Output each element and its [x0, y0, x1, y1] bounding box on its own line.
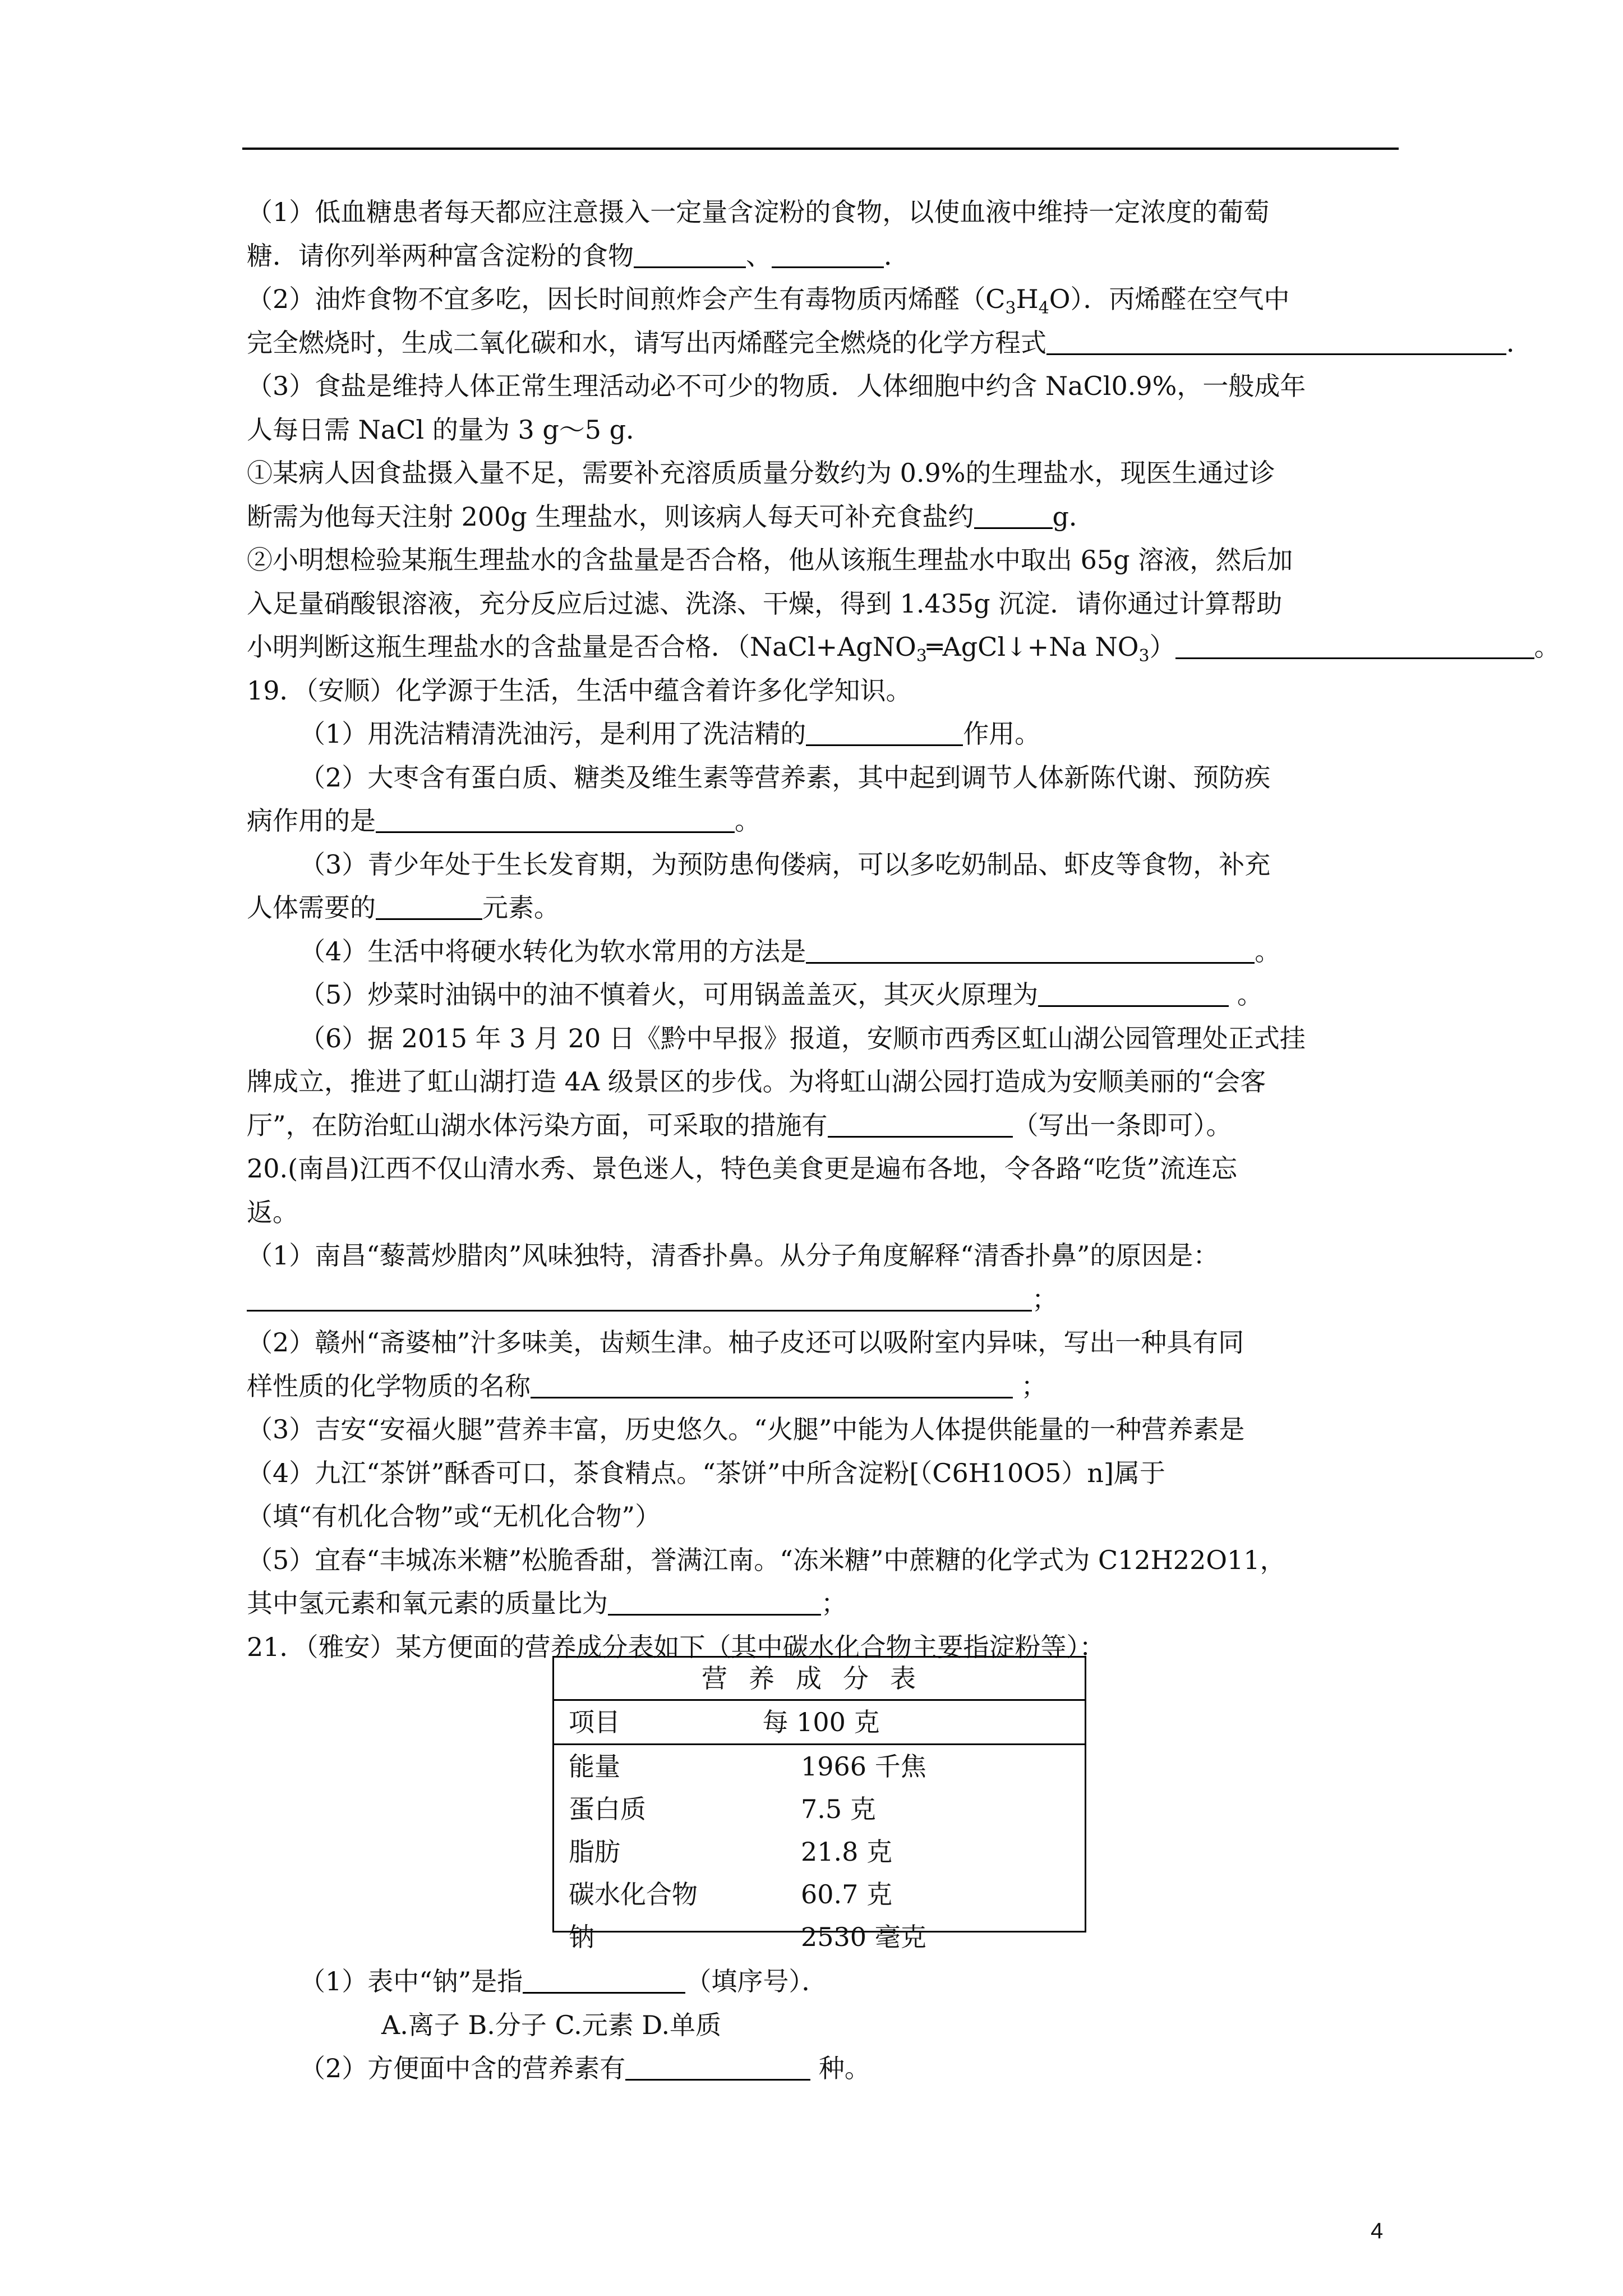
- text-line: [247, 756, 1525, 800]
- text-run: ②小明想检验某瓶生理盐水的含盐量是否合格，他从该瓶生理盐水中取出 65g 溶液，然后加: [247, 545, 1293, 575]
- text-run: （2）大枣含有蛋白质、糖类及维生素等营养素，其中起到调节人体新陈代谢、预防疾: [299, 762, 1271, 793]
- answer-blank[interactable]: [247, 1280, 1032, 1312]
- table-header-item: 项目: [569, 1707, 620, 1737]
- text-run: ；: [821, 1588, 847, 1618]
- answer-blank[interactable]: [634, 236, 746, 268]
- text-line: [247, 191, 1525, 234]
- text-run: ；: [1013, 1370, 1047, 1401]
- text-line: [247, 495, 1525, 539]
- text-line: [247, 712, 1525, 756]
- table-title: 营养成分表: [554, 1658, 1085, 1701]
- text-run: ；: [1032, 1283, 1058, 1314]
- answer-blank[interactable]: [376, 888, 482, 920]
- text-line: [247, 365, 1525, 408]
- text-run: 完全燃烧时，生成二氧化碳和水，请写出丙烯醛完全燃烧的化学方程式: [247, 327, 1046, 358]
- table-row: [554, 1830, 1085, 1873]
- text-line: [247, 669, 1525, 713]
- text-line: [247, 539, 1525, 582]
- table-cell-amount: 7.5 克: [801, 1794, 876, 1824]
- text-run: ．: [884, 240, 910, 271]
- text-run: （2）油炸食物不宜多吃，因长时间煎炸会产生有毒物质丙烯醛（C: [247, 284, 1006, 314]
- text-line: [247, 1539, 1525, 1582]
- table-row: [554, 1745, 1085, 1788]
- text-run: 其中氢元素和氧元素的质量比为: [247, 1588, 608, 1618]
- question-text: [247, 191, 1560, 1669]
- text-run: 人体需要的: [247, 892, 376, 923]
- text-run: （4）生活中将硬水转化为软水常用的方法是: [299, 936, 806, 967]
- text-line: [247, 843, 1525, 887]
- text-run: 返。: [247, 1197, 298, 1227]
- subscript: 3: [1005, 298, 1016, 318]
- text-run: （写出一条即可）。: [1012, 1110, 1232, 1140]
- text-run: （4）九江“茶饼”酥香可口，茶食精点。“茶饼”中所含淀粉[（C6H10O5）n]属于: [247, 1457, 1165, 1488]
- text-line: [247, 1147, 1525, 1191]
- text-run: 牌成立，推进了虹山湖打造 4A 级景区的步伐。为将虹山湖公园打造成为安顺美丽的“会客: [247, 1066, 1266, 1097]
- text-line: [247, 1060, 1525, 1104]
- answer-blank[interactable]: [974, 497, 1053, 529]
- answer-blank[interactable]: [1038, 975, 1229, 1007]
- text-run: 。: [1534, 632, 1560, 662]
- text-run: 种。: [810, 2053, 870, 2083]
- text-line: [247, 799, 1525, 843]
- text-run: 元素。: [482, 892, 560, 923]
- text-run: 。: [1229, 979, 1263, 1010]
- table-header-row: [554, 1701, 1085, 1745]
- page-number: 4: [1371, 2219, 1384, 2243]
- answer-blank[interactable]: [828, 1106, 1013, 1138]
- table-cell-amount: 1966 千焦: [801, 1751, 926, 1782]
- answer-blank[interactable]: [523, 1962, 685, 1994]
- answer-blank[interactable]: [625, 2049, 810, 2081]
- text-run: （3）吉安“安福火腿”营养丰富，历史悠久。“火腿”中能为人体提供能量的一种营养素是: [247, 1414, 1245, 1444]
- table-cell-amount: 60.7 克: [801, 1879, 893, 1910]
- text-run: 小明判断这瓶生理盐水的含盐量是否合格．（NaCl+AgNO: [247, 632, 916, 662]
- answer-blank[interactable]: [1046, 323, 1506, 355]
- text-line: [247, 1191, 1525, 1235]
- text-run: （1）低血糖患者每天都应注意摄入一定量含淀粉的食物，以使血液中维持一定浓度的葡萄: [247, 197, 1270, 227]
- answer-blank[interactable]: [376, 801, 735, 833]
- text-line: [247, 2047, 1525, 2091]
- answer-blank[interactable]: [772, 236, 884, 268]
- answer-blank[interactable]: [1175, 627, 1534, 659]
- text-run: （5）宜春“丰城冻米糖”松脆香甜，誉满江南。“冻米糖”中蔗糖的化学式为 C12H22O11，: [247, 1544, 1286, 1575]
- text-run: 人每日需 NaCl 的量为 3 g～5 g．: [247, 414, 652, 445]
- table-header-amount: 每 100 克: [762, 1707, 880, 1737]
- text-line: [247, 582, 1525, 626]
- text-line: [247, 1495, 1525, 1539]
- text-run: 样性质的化学物质的名称: [247, 1370, 531, 1401]
- table-cell-amount: 21.8 克: [801, 1837, 893, 1867]
- nutrition-table: [552, 1656, 1086, 1952]
- text-run: （6）据 2015 年 3 月 20 日《黔中早报》报道，安顺市西秀区虹山湖公园管理处正式挂: [299, 1023, 1306, 1053]
- text-run: O）．丙烯醛在空气中: [1049, 284, 1290, 314]
- text-line: [247, 930, 1525, 974]
- text-line: [247, 1104, 1525, 1148]
- text-run: 入足量硝酸银溶液，充分反应后过滤、洗涤、干燥，得到 1.435g 沉淀．请你通过计算帮助: [247, 588, 1283, 619]
- text-run: 、: [746, 240, 772, 271]
- text-line: [247, 1408, 1525, 1452]
- text-run: 作用。: [963, 719, 1041, 749]
- text-line: [247, 452, 1525, 495]
- text-run: ）: [1149, 632, 1175, 662]
- text-line: [247, 886, 1525, 930]
- text-run: ①某病人因食盐摄入量不足，需要补充溶质质量分数约为 0.9%的生理盐水，现医生通过诊: [247, 458, 1275, 488]
- text-line: [247, 1321, 1525, 1365]
- answer-blank[interactable]: [806, 714, 963, 746]
- table-row: [554, 1916, 1085, 1958]
- text-run: （2）赣州“斋婆柚”汁多味美，齿颊生津。柚子皮还可以吸附室内异味，写出一种具有同: [247, 1327, 1244, 1358]
- text-run: （填序号）．: [685, 1966, 828, 1996]
- table-cell-item: 碳水化合物: [569, 1879, 698, 1910]
- text-line: [247, 1582, 1525, 1626]
- text-run: 20.(南昌)江西不仅山清水秀、景色迷人，特色美食更是遍布各地，令各路“吃货”流连忘: [247, 1153, 1238, 1184]
- text-run: （1）表中“钠”是指: [299, 1966, 523, 1996]
- text-line: [247, 1452, 1525, 1496]
- table-cell-item: 脂肪: [569, 1837, 620, 1867]
- text-run: 21．（雅安）某方便面的营养成分表如下（其中碳水化合物主要指淀粉等）：: [247, 1631, 1105, 1662]
- text-run: （1）南昌“藜蒿炒腊肉”风味独特，清香扑鼻。从分子角度解释“清香扑鼻”的原因是：: [247, 1240, 1219, 1271]
- subscript: 4: [1038, 298, 1049, 318]
- table-row: [554, 1788, 1085, 1830]
- header-rule: [242, 148, 1399, 150]
- text-run: A.离子 B.分子 C.元素 D.单质: [381, 2009, 722, 2040]
- text-line: [247, 625, 1560, 669]
- text-run: （2）方便面中含的营养素有: [299, 2053, 626, 2083]
- text-line: [247, 973, 1525, 1017]
- text-line: [247, 1017, 1525, 1061]
- text-run: 病作用的是: [247, 806, 376, 836]
- question-options: [247, 1960, 1525, 2091]
- table-row: [554, 1873, 1085, 1916]
- text-run: 。: [1255, 936, 1281, 967]
- text-run: g．: [1052, 501, 1095, 532]
- text-line: [247, 278, 1525, 321]
- text-run: ═AgCl↓+Na NO: [926, 632, 1139, 662]
- text-run: 断需为他每天注射 200g 生理盐水，则该病人每天可补充食盐约: [247, 501, 974, 532]
- text-run: 厅”，在防治虹山湖水体污染方面，可采取的措施有: [247, 1110, 828, 1140]
- text-run: （5）炒菜时油锅中的油不慎着火，可用锅盖盖灭，其灭火原理为: [299, 979, 1039, 1010]
- text-run: ．: [1506, 327, 1532, 358]
- text-line: [247, 408, 1525, 452]
- text-line: [247, 1365, 1525, 1409]
- text-line: [247, 1960, 1525, 2004]
- subscript: 3: [916, 646, 927, 666]
- text-run: （填“有机化合物”或“无机化合物”）: [247, 1501, 661, 1531]
- text-run: 糖．请你列举两种富含淀粉的食物: [247, 240, 634, 271]
- table-cell-item: 蛋白质: [569, 1794, 646, 1824]
- answer-blank[interactable]: [608, 1584, 821, 1616]
- table-cell-item: 钠: [569, 1922, 594, 1952]
- table-cell-item: 能量: [569, 1751, 620, 1782]
- text-line: [247, 234, 1525, 278]
- text-line: [247, 321, 1532, 365]
- answer-blank[interactable]: [806, 932, 1255, 964]
- text-run: H: [1016, 284, 1039, 314]
- table-cell-amount: 2530 毫克: [801, 1922, 926, 1952]
- text-run: 。: [735, 806, 760, 836]
- text-run: （3）食盐是维持人体正常生理活动必不可少的物质．人体细胞中约含 NaCl0.9%，一般成年: [247, 371, 1306, 401]
- text-run: （3）青少年处于生长发育期，为预防患佝偻病，可以多吃奶制品、虾皮等食物，补充: [299, 849, 1271, 880]
- text-run: （1）用洗洁精清洗油污，是利用了洗洁精的: [299, 719, 806, 749]
- answer-blank[interactable]: [531, 1366, 1013, 1398]
- text-run: 19．（安顺）化学源于生活，生活中蕴含着许多化学知识。: [247, 675, 912, 706]
- text-line: [247, 1234, 1525, 1278]
- text-line: [247, 2004, 1525, 2047]
- subscript: 3: [1138, 646, 1150, 666]
- text-line: [247, 1278, 1525, 1322]
